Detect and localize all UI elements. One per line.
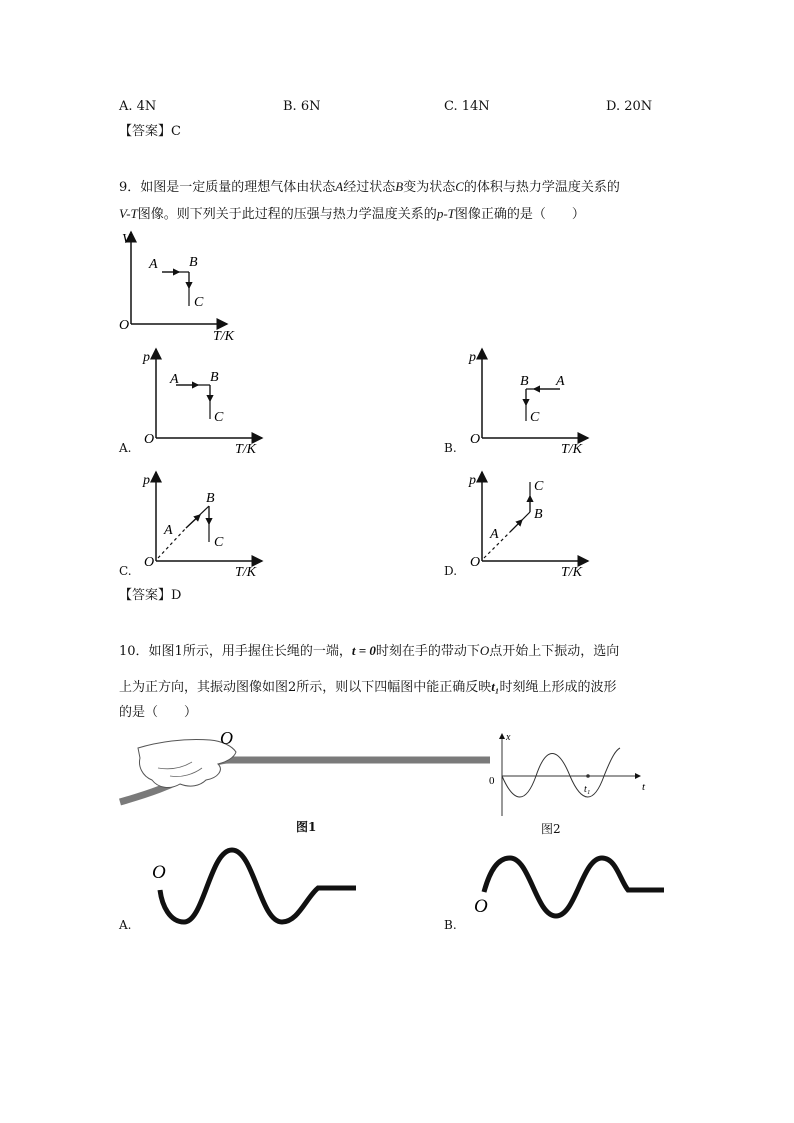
point-c-label: C (530, 410, 540, 425)
q8-option-a: A. 4N (119, 99, 157, 114)
q9-line1 (119, 178, 620, 197)
q9-number: 9． (119, 180, 141, 195)
q10-text: 点开始上下振动，选向 (489, 644, 620, 659)
fig2-t1-label: t₁ (584, 784, 591, 795)
q10-figure2 (484, 728, 654, 820)
point-a-label: A (149, 257, 158, 272)
p-label: p (143, 473, 150, 488)
vibration-curve (502, 748, 620, 797)
t-label: T/K (235, 565, 257, 578)
q10-line1 (119, 642, 619, 661)
q8-option-b: B. 6N (283, 99, 321, 114)
q9-option-a-letter: A. (119, 441, 132, 455)
ab-arrow (510, 520, 522, 532)
q10-wave-a (148, 840, 362, 930)
q8-answer: 【答案】C (119, 124, 181, 139)
v-label: V (122, 232, 131, 247)
q10-var-o: O (479, 643, 490, 658)
q10-line3: 的是（ ） (119, 705, 198, 720)
q9-pt-label: p-T (436, 206, 455, 221)
q9-graph-b (466, 343, 596, 455)
q9-vt-figure (115, 228, 265, 346)
point-c-label: C (534, 479, 544, 494)
origin-label: O (119, 318, 130, 333)
point-a-label: A (490, 527, 499, 542)
q9-text: 图像。则下列关于此过程的压强与热力学温度关系的 (137, 207, 437, 222)
q10-option-b-letter: B. (444, 918, 457, 932)
q8-option-c: C. 14N (444, 99, 490, 114)
p-label: p (469, 473, 476, 488)
q9-answer: 【答案】D (119, 588, 182, 603)
q9-text: 变为状态 (403, 180, 456, 195)
origin-label: O (470, 555, 481, 570)
point-b-label: B (189, 255, 198, 270)
q9-var-a: A (335, 179, 344, 194)
wave-a-o-label: O (152, 862, 166, 883)
t-label: T/K (213, 329, 235, 344)
point-a-label: A (164, 523, 173, 538)
fig1-caption: 图1 (296, 820, 317, 834)
origin-label: O (470, 432, 481, 447)
q9-option-d-letter: D. (444, 564, 458, 578)
q9-graph-c (140, 466, 270, 578)
t-label: T/K (235, 442, 257, 455)
q10-text: 上为正方向，其振动图像如图2所示，则以下四幅图中能正确反映 (119, 680, 492, 695)
q10-figure1 (118, 728, 490, 808)
q9-graph-d (466, 466, 596, 578)
q9-var-b: B (395, 179, 404, 194)
q9-text: 经过状态 (343, 180, 396, 195)
point-c-label: C (194, 295, 204, 310)
fig2-origin-label: 0 (489, 775, 495, 787)
wave-b-o-label: O (474, 896, 488, 917)
q9-line2 (119, 205, 585, 224)
waveform (484, 858, 664, 916)
point-c-label: C (214, 535, 224, 550)
fig2-x-label: x (506, 732, 511, 743)
ab-arrow (186, 515, 200, 528)
t-label: T/K (561, 442, 583, 455)
origin-label: O (144, 555, 155, 570)
origin-label: O (144, 432, 155, 447)
q9-text: 如图是一定质量的理想气体由状态 (140, 180, 336, 195)
point-c-label: C (214, 410, 224, 425)
t1-marker (586, 774, 590, 778)
q10-text: 10．如图1所示，用手握住长绳的一端， (119, 644, 352, 659)
q10-wave-b (466, 840, 670, 920)
point-b-label: B (210, 370, 219, 385)
q10-option-a-letter: A. (119, 918, 132, 932)
q10-text: 时刻在手的带动下 (375, 644, 480, 659)
point-b-label: B (520, 374, 529, 389)
q9-option-c-letter: C. (119, 564, 132, 578)
q9-var-c: C (455, 179, 464, 194)
q9-vt-label: V-T (119, 206, 138, 221)
q10-t0: t = 0 (351, 643, 376, 658)
p-label: p (143, 350, 150, 365)
q10-t1: t₁ (491, 679, 500, 694)
t-label: T/K (561, 565, 583, 578)
fig2-caption: 图2 (541, 822, 561, 836)
point-a-label: A (556, 374, 565, 389)
waveform (160, 850, 356, 922)
q8-option-d: D. 20N (606, 99, 653, 114)
point-b-label: B (206, 491, 215, 506)
q9-text: 图像正确的是（ ） (454, 207, 585, 222)
p-label: p (469, 350, 476, 365)
q10-line2 (119, 678, 616, 697)
q9-graph-a (140, 343, 270, 455)
q9-text: 的体积与热力学温度关系的 (463, 180, 620, 195)
q10-text: 时刻绳上形成的波形 (499, 680, 617, 695)
point-b-label: B (534, 507, 543, 522)
q9-option-b-letter: B. (444, 441, 457, 455)
point-a-label: A (170, 372, 179, 387)
fig2-t-label: t (642, 781, 646, 793)
fig1-o-label: O (220, 728, 233, 748)
